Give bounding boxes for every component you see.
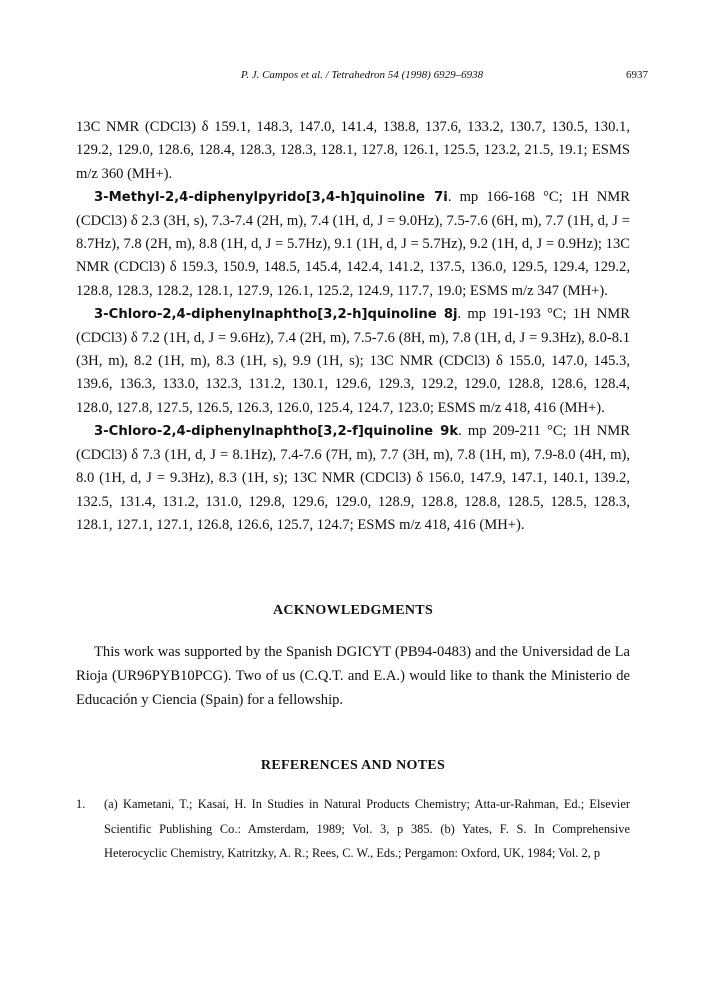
compound-8j-name: 3-Chloro-2,4-diphenylnaphtho[3,2-h]quinoline 8j <box>94 307 458 323</box>
acknowledgments-section <box>76 640 630 712</box>
compound-9k-paragraph <box>76 420 630 537</box>
reference-text: (a) Kametani, T.; Kasai, H. In Studies in Natural Products Chemistry; Atta-ur-Rahman, Ed.; Elsevier Scientific Publishing Co.: Amsterdam, 1989; Vol. 3, p 385. (b) Yates, F. S. In Comprehensive Heterocyclic Chemistry, Katritzky, A. R.; Rees, C. W., Eds.; Pergamon: Oxford, UK, 1984; Vol. 2, p <box>104 797 630 861</box>
references-list <box>76 792 630 866</box>
compound-9k-data: . mp 209-211 °C; 1H NMR (CDCl3) δ 7.3 (1H, d, J = 8.1Hz), 7.4-7.6 (7H, m), 7.7 (3H, m), 7.8 (1H, m), 7.9-8.0 (4H, m), 8.0 (1H, d, J = 9.3Hz), 8.3 (1H, s); 13C NMR (CDCl3) δ 156.0, 147.9, 147.1, 140.1, 139.2, 132.5, 131.4, 131.2, 131.0, 129.8, 129.6, 129.0, 128.9, 128.8, 128.8, 128.5, 128.5, 128.3, 128.1, 127.1, 127.1, 126.8, 126.6, 125.7, 124.7; ESMS m/z 418, 416 (MH+). <box>76 423 630 533</box>
page-number: 6937 <box>626 69 648 81</box>
compound-7i-name: 3-Methyl-2,4-diphenylpyrido[3,4-h]quinoline 7i <box>94 190 448 206</box>
compound-9k-name: 3-Chloro-2,4-diphenylnaphtho[3,2-f]quinoline 9k <box>94 424 459 440</box>
acknowledgments-heading-block <box>76 603 630 619</box>
experimental-section <box>76 116 630 537</box>
journal-citation: P. J. Campos et al. / Tetrahedron 54 (1998) 6929–6938 <box>240 69 484 81</box>
reference-item <box>76 792 630 866</box>
nmr-data-paragraph: 13C NMR (CDCl3) δ 159.1, 148.3, 147.0, 141.4, 138.8, 137.6, 133.2, 130.7, 130.5, 130.1, 129.2, 129.0, 128.6, 128.4, 128.3, 128.3, 128.1, 127.8, 126.1, 125.5, 123.2, 21.5, 19.1; ESMS m/z 360 (MH+). <box>76 119 630 182</box>
compound-7i-data: . mp 166-168 °C; 1H NMR (CDCl3) δ 2.3 (3H, s), 7.3-7.4 (2H, m), 7.4 (1H, d, J = 9.0Hz), 7.5-7.6 (6H, m), 7.7 (1H, d, J = 8.7Hz), 7.8 (2H, m), 8.8 (1H, d, J = 5.7Hz), 9.1 (1H, d, J = 5.7Hz), 9.2 (1H, d, J = 0.9Hz); 13C NMR (CDCl3) δ 159.3, 150.9, 148.5, 145.4, 142.4, 141.2, 137.5, 136.0, 129.5, 129.4, 129.2, 128.8, 128.3, 128.2, 128.1, 127.9, 126.1, 125.2, 124.9, 117.7, 19.0; ESMS m/z 347 (MH+). <box>76 189 630 299</box>
compound-8j-data: . mp 191-193 °C; 1H NMR (CDCl3) δ 7.2 (1H, d, J = 9.6Hz), 7.4 (2H, m), 7.5-7.6 (8H, m), 7.8 (1H, d, J = 9.3Hz), 8.0-8.1 (3H, m), 8.2 (1H, m), 8.3 (1H, s), 9.9 (1H, s); 13C NMR (CDCl3) δ 155.0, 147.0, 145.3, 139.6, 136.3, 133.0, 132.3, 131.2, 130.1, 129.6, 129.3, 129.2, 129.0, 128.8, 128.6, 128.4, 128.0, 127.8, 127.5, 126.5, 126.3, 126.0, 125.4, 124.7, 123.0; ESMS m/z 418, 416 (MH+). <box>76 306 630 416</box>
acknowledgments-heading: ACKNOWLEDGMENTS <box>272 603 434 618</box>
acknowledgments-text: This work was supported by the Spanish DGICYT (PB94-0483) and the Universidad de La Rioja (UR96PYB10PCG). Two of us (C.Q.T. and E.A.) would like to thank the Ministerio de Educación y Ciencia (Spain) for a fellowship. <box>76 644 630 708</box>
running-header <box>76 69 648 87</box>
compound-7i-paragraph <box>76 186 630 303</box>
reference-number: 1. <box>76 797 86 811</box>
compound-8j-paragraph <box>76 303 630 420</box>
references-heading: REFERENCES AND NOTES <box>260 758 446 773</box>
references-heading-block <box>76 758 630 774</box>
